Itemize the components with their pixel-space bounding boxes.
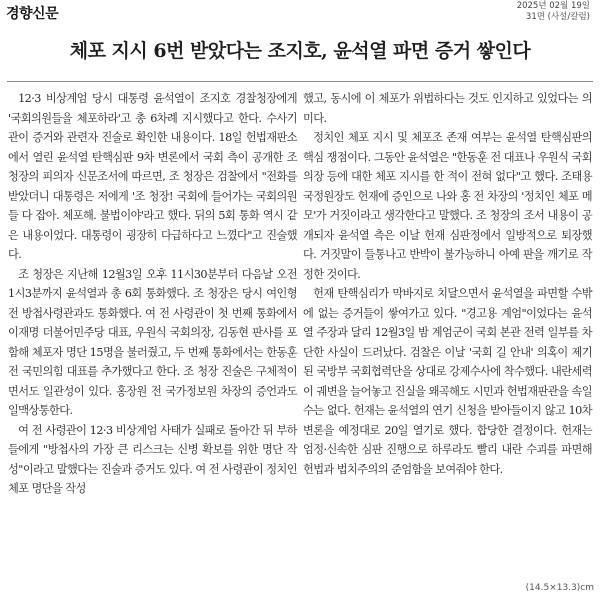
right-paragraph-2: 정치인 체포 지시 및 체포조 존재 여부는 윤석열 탄핵심판의 핵심 쟁점이다. 그동안 윤석열은 "한동훈 전 대표나 우원식 국회의장 등에 대한 체포 지시를 한 적이 전혀 없다"고 했다. 조태용 국정원장도 헌재에 증인으로 나와 홍 전 차장의 '정치인 체포 메모'가 거짓이라고 생각한다고 말했다. 조 청장의 조서 내용이 공개되자 윤석열 측은 이날 헌재 심판정에서 일방적으로 퇴장했다. 거짓말이 들통나고 반박이 불가능하니 아예 판을 깨기로 작정한 것이다. [303, 131, 592, 281]
left-paragraph-2: 조 청장은 지난해 12월3일 오후 11시30분부터 다음날 오전 1시3분까지 윤석열과 총 6회 통화했다. 조 청장은 당시 여인형 전 방첩사령관과도 통화했다. 여 전 사령관이 첫 번째 통화에서 이재명 더불어민주당 대표, 우원식 국회의장, 김동현 판사를 포함해 체포자 명단 15명을 불러줬고, 두 번째 통화에서는 한동훈 전 국민의힘 대표를 추가했다고 한다. 조 청장 진술은 구체적이면서도 일관성이 있다. 홍장원 전 국가정보원 차장의 증언과도 일맥상통한다. [8, 267, 297, 417]
article-headline: 체포 지시 6번 받았다는 조지호, 윤석열 파면 증거 쌓인다 [69, 40, 531, 62]
clipping-size-note: (14.5×13.3)cm [525, 583, 594, 593]
article-left-column [8, 89, 297, 499]
issue-date: 2025년 02월 19일 [516, 1, 590, 11]
left-paragraph-1: 12·3 비상계엄 당시 대통령 윤석열이 조지호 경찰청장에게 '국회의원들을 체포하라'고 총 6차례 지시했다고 한다. 수사기관이 증거와 관련자 진술로 확인한 내용이다. 18일 헌법재판소에서 열린 윤석열 탄핵심판 9차 변론에서 국회 측이 공개한 조 청장의 피의자 신문조서에 따르면, 조 청장은 검찰에서 "전화를 받았더니 대통령은 저에게 '조 청장! 국회에 들어가는 국회의원들 다 잡아. 체포해. 불법이야'라고 했다. 뒤의 5회 통화 역시 같은 내용이었다. 대통령이 굉장히 다급하다고 느꼈다"고 진술했다. [8, 92, 297, 261]
left-paragraph-3: 여 전 사령관이 12·3 비상계엄 사태가 실패로 돌아간 뒤 부하들에게 "방첩사의 가장 큰 리스크는 신병 확보를 위한 명단 작성"이라고 말했다는 진술과 증거도 있다. 여 전 사령관이 정치인 체포 명단을 작성 [8, 423, 297, 495]
newspaper-masthead: 경향신문 [6, 6, 59, 22]
headline-divider [7, 81, 593, 82]
article-right-column [303, 89, 592, 479]
issue-meta [517, 1, 590, 23]
right-paragraph-1: 했고, 동시에 이 체포가 위법하다는 것도 인지하고 있었다는 의미다. [303, 92, 592, 125]
page-section: 31면 (사설/칼럼) [525, 12, 590, 22]
right-paragraph-3: 헌재 탄핵심리가 막바지로 치달으면서 윤석열을 파면할 수밖에 없는 증거들이 쌓여가고 있다. "경고용 계엄"이었다는 윤석열 주장과 달리 12월3일 밤 계엄군이 국회 본관 전력 일부를 차단한 사실이 드러났다. 검찰은 이날 '국회 길 안내' 의혹이 제기된 국방부 국회협력단을 상대로 강제수사에 착수했다. 내란세력이 궤변을 늘어놓고 진실을 왜곡해도 시민과 헌법재판관을 속일 수는 없다. 헌재는 윤석열의 연기 신청을 받아들이지 않고 10차 변론을 예정대로 20일 열기로 했다. 합당한 결정이다. 헌재는 엄정·신속한 심판 진행으로 하루라도 빨리 내란 수괴를 파면해 헌법과 법치주의의 준엄함을 보여줘야 한다. [303, 287, 592, 476]
